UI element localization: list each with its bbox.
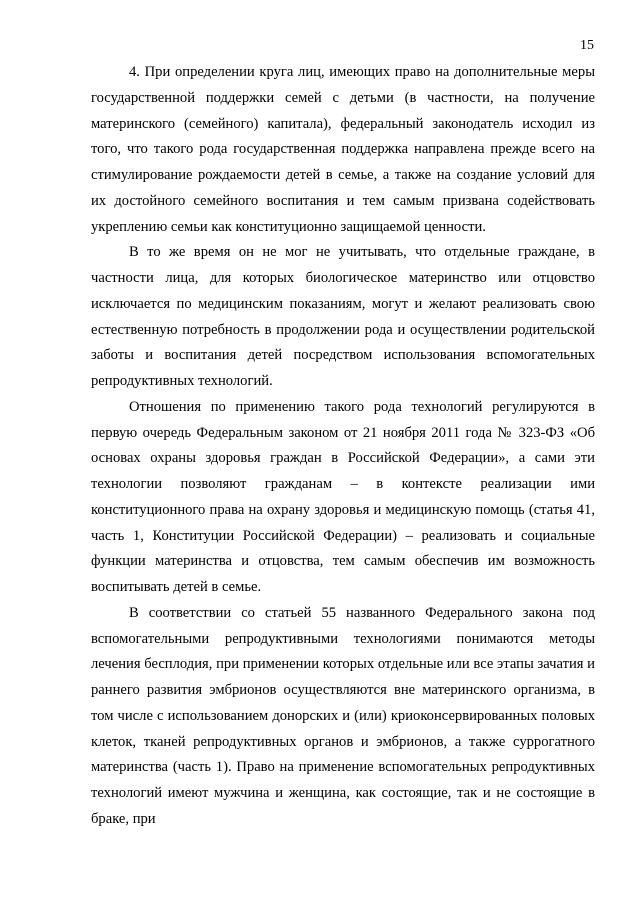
paragraph-2: В то же время он не мог не учитывать, что отдельные граждане, в частности лица, для которых биологическое материнство или отцовство исключается по медицинским показаниям, могут и желают реализовать свою естественную потребность в продолжении рода и осуществлении родительской заботы и воспитания детей посредством использования вспомогательных репродуктивных технологий. <box>91 244 595 389</box>
paragraph-4: В соответствии со статьей 55 названного Федерального закона под вспомогательными репродуктивными технологиями понимаются методы лечения бесплодия, при применении которых отдельные или все этапы зачатия и раннего развития эмбрионов осуществляются вне материнского организма, в том числе с использованием донорских и (или) криоконсервированных половых клеток, тканей репродуктивных органов и эмбрионов, а также суррогатного материнства (часть 1). Право на применение вспомогательных репродуктивных технологий имеют мужчина и женщина, как состоящие, так и не состоящие в браке, при <box>91 604 595 827</box>
page-number: 15 <box>580 38 594 53</box>
paragraph-1: 4. При определении круга лиц, имеющих право на дополнительные меры государственной поддержки семей с детьми (в частности, на получение материнского (семейного) капитала), федеральный законодатель исходил из того, что такого рода государственная поддержка направлена прежде всего на стимулирование рождаемости детей в семье, а также на создание условий для их достойного семейного воспитания и тем самым призвана содействовать укреплению семьи как конституционно защищаемой ценности. <box>91 64 595 235</box>
paragraph-3: Отношения по применению такого рода технологий регулируются в первую очередь Федеральным законом от 21 ноября 2011 года № 323-ФЗ «Об основах охраны здоровья граждан в Российской Федерации», а сами эти технологии позволяют гражданам – в контексте реализации ими конституционного права на охрану здоровья и медицинскую помощь (статья 41, часть 1, Конституции Российской Федерации) – реализовать и социальные функции материнства и отцовства, тем самым обеспечив им возможность воспитывать детей в семье. <box>91 398 595 595</box>
document-body <box>91 60 595 833</box>
